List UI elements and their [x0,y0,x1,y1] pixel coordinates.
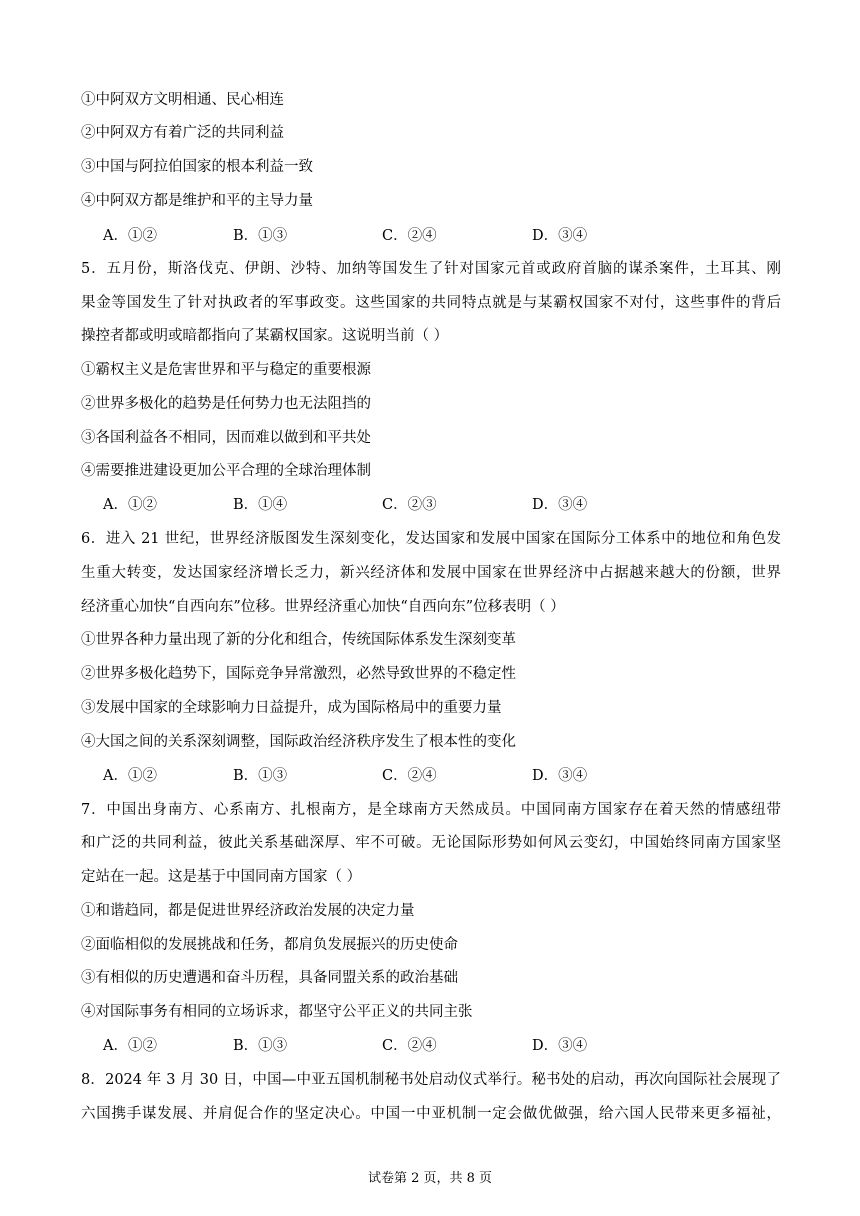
question-7-text: 7．中国出身南方、心系南方、扎根南方，是全球南方天然成员。中国同南方国家存在着天然的情感纽带 [81,802,781,818]
question-6-text: 经济重心加快“自西向东”位移。世界经济重心加快“自西向东”位移表明（ ） [81,599,565,615]
choice-a: A．①② [103,1038,157,1054]
option-3: ③中国与阿拉伯国家的根本利益一致 [81,159,313,175]
choice-a: A．①② [103,768,157,784]
option-4: ④中阿双方都是维护和平的主导力量 [81,193,313,209]
option-2: ②世界多极化的趋势是任何势力也无法阻挡的 [81,396,371,412]
question-6-text: 6．进入 21 世纪，世界经济版图发生深刻变化，发达国家和发展中国家在国际分工体系中的地位和角色发 [81,531,781,547]
option-1: ①和谐趋同，都是促进世界经济政治发展的决定力量 [81,903,415,919]
option-1: ①世界各种力量出现了新的分化和组合，传统国际体系发生深刻变革 [81,632,516,648]
question-5-text: 5．五月份，斯洛伐克、伊朗、沙特、加纳等国发生了针对国家元首或政府首脑的谋杀案件，土耳其、刚 [81,261,781,277]
question-5-text: 果金等国发生了针对执政者的军事政变。这些国家的共同特点就是与某霸权国家不对付，这些事件的背后 [81,295,781,311]
question-8-text: 六国携手谋发展、并肩促合作的坚定决心。中国一中亚机制一定会做优做强，给六国人民带来更多福祉， [81,1106,781,1122]
question-5-text: 操控者都或明或暗都指向了某霸权国家。这说明当前（ ） [81,328,449,344]
option-3: ③各国利益各不相同，因而难以做到和平共处 [81,430,371,446]
option-4: ④需要推进建设更加公平合理的全球治理体制 [81,463,371,479]
choice-c: C．②④ [382,768,437,784]
option-2: ②面临相似的发展挑战和任务，都肩负发展振兴的历史使命 [81,937,458,953]
choice-b: B．①③ [233,1038,288,1054]
question-6-text: 生重大转变，发达国家经济增长乏力，新兴经济体和发展中国家在世界经济中占据越来越大的份额，世界 [81,565,781,581]
choice-d: D．③④ [532,768,588,784]
question-7-text: 定站在一起。这是基于中国同南方国家（ ） [81,869,362,885]
option-2: ②世界多极化趋势下，国际竞争异常激烈，必然导致世界的不稳定性 [81,666,516,682]
choice-c: C．②③ [382,497,437,513]
option-2: ②中阿双方有着广泛的共同利益 [81,125,284,141]
choice-b: B．①③ [233,228,288,244]
option-3: ③有相似的历史遭遇和奋斗历程，具备同盟关系的政治基础 [81,970,458,986]
choice-a: A．①② [103,497,157,513]
question-8-text: 8．2024 年 3 月 30 日，中国—中亚五国机制秘书处启动仪式举行。秘书处的启动，再次向国际社会展现了 [81,1072,781,1088]
choice-c: C．②④ [382,228,437,244]
option-1: ①霸权主义是危害世界和平与稳定的重要根源 [81,362,371,378]
choice-d: D．③④ [532,1038,588,1054]
option-3: ③发展中国家的全球影响力日益提升，成为国际格局中的重要力量 [81,700,502,716]
option-4: ④大国之间的关系深刻调整，国际政治经济秩序发生了根本性的变化 [81,734,516,750]
option-1: ①中阿双方文明相通、民心相连 [81,92,284,108]
choice-a: A．①② [103,228,157,244]
choice-d: D．③④ [532,497,588,513]
choice-d: D．③④ [532,228,588,244]
choice-b: B．①④ [233,497,288,513]
choice-c: C．②④ [382,1038,437,1054]
option-4: ④对国际事务有相同的立场诉求，都坚守公平正义的共同主张 [81,1004,473,1020]
page-footer: 试卷第 2 页，共 8 页 [367,1171,493,1186]
question-7-text: 和广泛的共同利益，彼此关系基础深厚、牢不可破。无论国际形势如何风云变幻，中国始终同南方国家坚 [81,835,781,851]
choice-b: B．①③ [233,768,288,784]
